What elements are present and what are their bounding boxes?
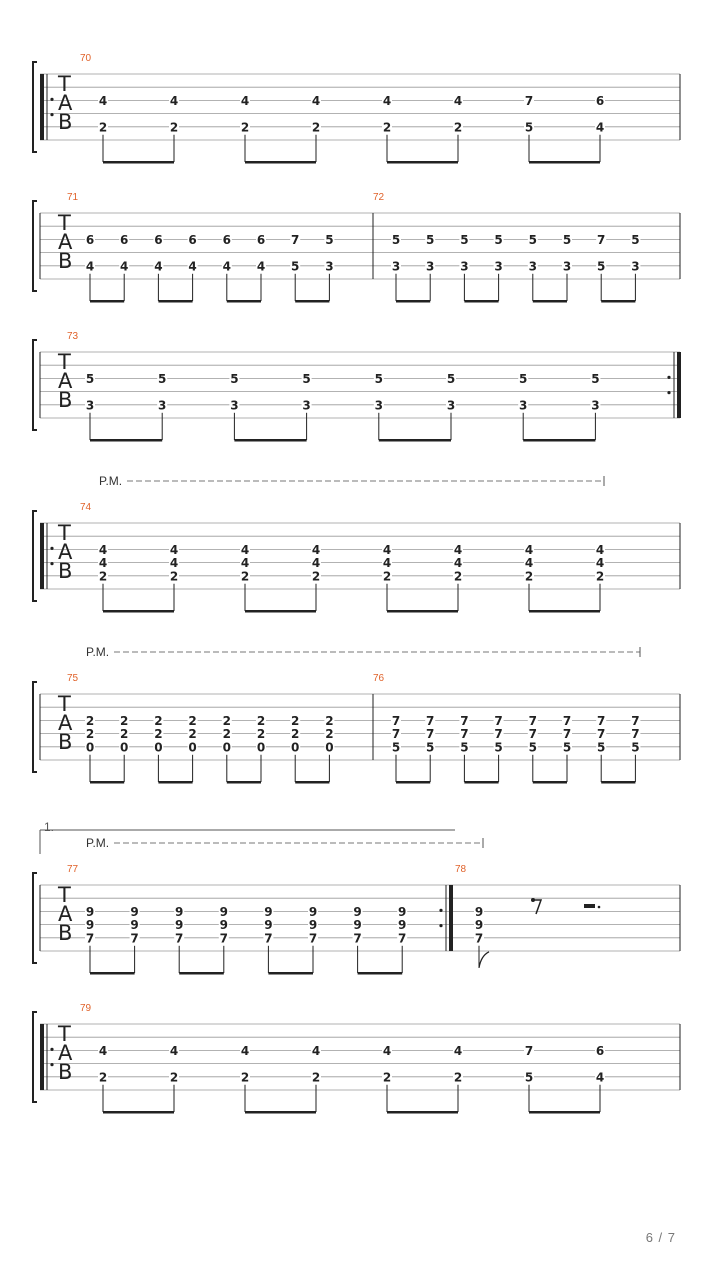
fret-number: 5 xyxy=(528,740,537,755)
tab-clef-letter: T xyxy=(58,883,71,907)
measure-number: 77 xyxy=(67,864,79,875)
fret-number: 6 xyxy=(85,232,95,247)
volta-label: 1. xyxy=(44,820,55,834)
beam xyxy=(396,781,430,784)
fret-number: 3 xyxy=(494,259,503,274)
fret-number: 2 xyxy=(311,1070,321,1085)
fret-number: 0 xyxy=(222,740,231,755)
fret-number: 2 xyxy=(154,727,163,742)
beam xyxy=(387,610,458,613)
system-brace xyxy=(33,682,37,772)
tab-clef-letter: T xyxy=(58,72,71,96)
fret-number: 7 xyxy=(597,232,606,247)
fret-number: 5 xyxy=(494,740,503,755)
beam xyxy=(464,781,498,784)
fret-number: 9 xyxy=(308,918,318,933)
beam xyxy=(90,781,124,784)
beam xyxy=(245,161,316,164)
fret-number: 7 xyxy=(398,931,407,946)
fret-number: 5 xyxy=(524,1070,534,1085)
tab-system xyxy=(33,192,680,303)
eighth-rest xyxy=(532,900,541,914)
repeat-dot xyxy=(50,562,53,565)
fret-number: 7 xyxy=(494,727,503,742)
fret-number: 4 xyxy=(311,542,321,557)
fret-number: 4 xyxy=(120,259,129,274)
fret-number: 5 xyxy=(230,371,239,386)
fret-number: 7 xyxy=(219,931,228,946)
fret-number: 4 xyxy=(240,542,250,557)
fret-number: 2 xyxy=(291,727,300,742)
fret-number: 7 xyxy=(130,931,139,946)
fret-number: 7 xyxy=(460,713,469,728)
fret-number: 4 xyxy=(382,542,392,557)
fret-number: 2 xyxy=(169,569,179,584)
fret-number: 2 xyxy=(382,1070,392,1085)
system-brace xyxy=(33,873,37,963)
fret-number: 0 xyxy=(85,740,95,755)
fret-number: 5 xyxy=(494,232,503,247)
tab-clef-letter: B xyxy=(58,1060,73,1084)
fret-number: 9 xyxy=(353,918,362,933)
beam xyxy=(523,439,595,442)
fret-number: 7 xyxy=(353,931,362,946)
fret-number: 9 xyxy=(474,904,484,919)
fret-number: 5 xyxy=(325,232,334,247)
tab-system xyxy=(33,53,680,164)
beam xyxy=(529,610,600,613)
fret-number: 4 xyxy=(453,542,463,557)
fret-number: 2 xyxy=(169,1070,179,1085)
beam xyxy=(158,300,192,303)
fret-number: 2 xyxy=(85,727,95,742)
fret-number: 5 xyxy=(446,371,456,386)
repeat-end-thick-bar xyxy=(449,885,453,951)
repeat-dot xyxy=(50,547,53,550)
fret-number: 2 xyxy=(169,120,179,135)
repeat-start-thick-bar xyxy=(40,74,44,140)
fret-number: 9 xyxy=(219,918,228,933)
measure-number: 78 xyxy=(455,864,467,875)
beam xyxy=(245,610,316,613)
eighth-flag xyxy=(479,952,489,968)
tab-clef-letter: T xyxy=(58,1022,71,1046)
fret-number: 5 xyxy=(291,259,300,274)
tab-clef-letter: B xyxy=(58,388,73,412)
fret-number: 3 xyxy=(302,398,311,413)
measure-number: 70 xyxy=(80,53,92,64)
tab-clef-letter: A xyxy=(58,711,73,735)
tab-system xyxy=(33,474,680,613)
fret-number: 7 xyxy=(85,931,95,946)
fret-number: 2 xyxy=(311,120,321,135)
tab-clef-letter: T xyxy=(58,692,71,716)
fret-number: 2 xyxy=(382,120,392,135)
fret-number: 5 xyxy=(631,740,640,755)
fret-number: 4 xyxy=(595,556,605,571)
measure-number: 72 xyxy=(373,192,385,203)
fret-number: 2 xyxy=(325,727,334,742)
beam xyxy=(601,300,635,303)
fret-number: 4 xyxy=(98,93,108,108)
fret-number: 3 xyxy=(230,398,239,413)
repeat-end-thick-bar xyxy=(677,352,681,418)
fret-number: 4 xyxy=(240,93,250,108)
tab-system xyxy=(33,331,681,442)
beam xyxy=(179,972,224,975)
fret-number: 2 xyxy=(240,120,250,135)
beam xyxy=(295,300,329,303)
fret-number: 3 xyxy=(460,259,469,274)
fret-number: 2 xyxy=(256,727,266,742)
fret-number: 2 xyxy=(524,569,534,584)
beam xyxy=(234,439,306,442)
tab-clef-letter: B xyxy=(58,559,73,583)
fret-number: 2 xyxy=(311,569,321,584)
fret-number: 5 xyxy=(631,232,640,247)
fret-number: 4 xyxy=(169,556,179,571)
fret-number: 5 xyxy=(460,232,469,247)
fret-number: 2 xyxy=(120,713,129,728)
fret-number: 7 xyxy=(426,713,435,728)
tab-clef-letter: B xyxy=(58,110,73,134)
fret-number: 5 xyxy=(391,740,401,755)
fret-number: 5 xyxy=(426,232,435,247)
tab-system xyxy=(33,820,680,975)
fret-number: 2 xyxy=(453,120,463,135)
fret-number: 3 xyxy=(158,398,167,413)
fret-number: 6 xyxy=(154,232,163,247)
tab-clef-letter: B xyxy=(58,249,73,273)
fret-number: 4 xyxy=(453,556,463,571)
fret-number: 0 xyxy=(120,740,129,755)
fret-number: 0 xyxy=(291,740,300,755)
eighth-rest-dot xyxy=(531,898,535,902)
fret-number: 4 xyxy=(311,1043,321,1058)
fret-number: 0 xyxy=(325,740,334,755)
fret-number: 5 xyxy=(591,371,600,386)
beam xyxy=(396,300,430,303)
fret-number: 4 xyxy=(524,556,534,571)
fret-number: 2 xyxy=(222,713,231,728)
fret-number: 7 xyxy=(562,727,572,742)
fret-number: 7 xyxy=(597,727,606,742)
tab-clef-letter: A xyxy=(58,230,73,254)
beam xyxy=(158,781,192,784)
fret-number: 5 xyxy=(460,740,469,755)
fret-number: 9 xyxy=(264,904,273,919)
fret-number: 2 xyxy=(382,569,392,584)
fret-number: 6 xyxy=(222,232,231,247)
fret-number: 5 xyxy=(562,740,572,755)
fret-number: 6 xyxy=(188,232,197,247)
fret-number: 3 xyxy=(631,259,640,274)
fret-number: 5 xyxy=(426,740,435,755)
fret-number: 2 xyxy=(85,713,95,728)
fret-number: 7 xyxy=(528,727,537,742)
fret-number: 5 xyxy=(391,232,401,247)
fret-number: 3 xyxy=(426,259,435,274)
fret-number: 2 xyxy=(188,727,197,742)
beam xyxy=(103,610,174,613)
fret-number: 2 xyxy=(256,713,266,728)
fret-number: 7 xyxy=(175,931,184,946)
fret-number: 7 xyxy=(391,713,401,728)
beam xyxy=(103,1111,174,1114)
fret-number: 4 xyxy=(154,259,163,274)
beam xyxy=(601,781,635,784)
system-brace xyxy=(33,62,37,152)
fret-number: 7 xyxy=(494,713,503,728)
fret-number: 6 xyxy=(595,93,605,108)
beam xyxy=(90,439,162,442)
fret-number: 9 xyxy=(130,918,139,933)
measure-number: 79 xyxy=(80,1003,92,1014)
fret-number: 7 xyxy=(460,727,469,742)
beam xyxy=(464,300,498,303)
tab-clef-letter: T xyxy=(58,350,71,374)
fret-number: 2 xyxy=(240,1070,250,1085)
fret-number: 4 xyxy=(595,1070,605,1085)
fret-number: 3 xyxy=(446,398,456,413)
fret-number: 9 xyxy=(85,904,95,919)
fret-number: 0 xyxy=(188,740,197,755)
palm-mute-label: P.M. xyxy=(99,474,123,488)
fret-number: 3 xyxy=(519,398,528,413)
fret-number: 7 xyxy=(308,931,318,946)
fret-number: 9 xyxy=(175,904,184,919)
tab-system xyxy=(33,1003,680,1114)
beam xyxy=(533,781,567,784)
fret-number: 7 xyxy=(528,713,537,728)
fret-number: 4 xyxy=(311,556,321,571)
repeat-dot xyxy=(439,909,442,912)
fret-number: 9 xyxy=(85,918,95,933)
fret-number: 9 xyxy=(264,918,273,933)
repeat-start-thick-bar xyxy=(40,1024,44,1090)
fret-number: 4 xyxy=(98,542,108,557)
fret-number: 2 xyxy=(222,727,231,742)
repeat-dot xyxy=(667,376,670,379)
fret-number: 4 xyxy=(382,556,392,571)
tab-clef-letter: A xyxy=(58,902,73,926)
fret-number: 2 xyxy=(98,569,108,584)
beam xyxy=(529,161,600,164)
fret-number: 0 xyxy=(154,740,163,755)
tab-clef-letter: T xyxy=(58,521,71,545)
fret-number: 9 xyxy=(308,904,318,919)
system-brace xyxy=(33,201,37,291)
fret-number: 4 xyxy=(382,93,392,108)
rest-dot xyxy=(598,906,601,909)
fret-number: 4 xyxy=(85,259,95,274)
fret-number: 6 xyxy=(256,232,266,247)
fret-number: 5 xyxy=(85,371,95,386)
repeat-dot xyxy=(50,1048,53,1051)
fret-number: 7 xyxy=(562,713,572,728)
fret-number: 9 xyxy=(398,918,407,933)
fret-number: 4 xyxy=(240,556,250,571)
measure-number: 75 xyxy=(67,673,79,684)
tab-system xyxy=(33,645,680,784)
measure-number: 74 xyxy=(80,502,92,513)
fret-number: 9 xyxy=(474,918,484,933)
measure-number: 76 xyxy=(373,673,385,684)
repeat-dot xyxy=(439,924,442,927)
fret-number: 7 xyxy=(264,931,273,946)
fret-number: 2 xyxy=(453,1070,463,1085)
measure-number: 71 xyxy=(67,192,79,203)
beam xyxy=(529,1111,600,1114)
fret-number: 5 xyxy=(519,371,528,386)
fret-number: 4 xyxy=(222,259,231,274)
fret-number: 7 xyxy=(391,727,401,742)
fret-number: 4 xyxy=(595,542,605,557)
beam xyxy=(103,161,174,164)
fret-number: 9 xyxy=(353,904,362,919)
fret-number: 2 xyxy=(325,713,334,728)
fret-number: 7 xyxy=(426,727,435,742)
fret-number: 3 xyxy=(591,398,600,413)
beam xyxy=(268,972,313,975)
tab-clef-letter: B xyxy=(58,730,73,754)
repeat-dot xyxy=(667,391,670,394)
fret-number: 4 xyxy=(98,556,108,571)
fret-number: 9 xyxy=(398,904,407,919)
fret-number: 4 xyxy=(311,93,321,108)
fret-number: 7 xyxy=(597,713,606,728)
fret-number: 4 xyxy=(188,259,197,274)
fret-number: 5 xyxy=(528,232,537,247)
fret-number: 2 xyxy=(188,713,197,728)
fret-number: 4 xyxy=(240,1043,250,1058)
beam xyxy=(90,972,135,975)
fret-number: 3 xyxy=(374,398,383,413)
beam xyxy=(295,781,329,784)
beam xyxy=(90,300,124,303)
fret-number: 9 xyxy=(175,918,184,933)
fret-number: 2 xyxy=(291,713,300,728)
fret-number: 2 xyxy=(98,120,108,135)
fret-number: 5 xyxy=(597,259,606,274)
fret-number: 4 xyxy=(524,542,534,557)
fret-number: 3 xyxy=(85,398,95,413)
beam xyxy=(379,439,451,442)
fret-number: 6 xyxy=(595,1043,605,1058)
tab-clef-letter: A xyxy=(58,1041,73,1065)
fret-number: 7 xyxy=(631,727,640,742)
fret-number: 2 xyxy=(453,569,463,584)
fret-number: 5 xyxy=(562,232,572,247)
fret-number: 7 xyxy=(631,713,640,728)
fret-number: 2 xyxy=(120,727,129,742)
fret-number: 3 xyxy=(325,259,334,274)
palm-mute-label: P.M. xyxy=(86,836,110,850)
fret-number: 6 xyxy=(120,232,129,247)
fret-number: 9 xyxy=(219,904,228,919)
beam xyxy=(387,1111,458,1114)
fret-number: 9 xyxy=(130,904,139,919)
tab-clef-letter: B xyxy=(58,921,73,945)
fret-number: 2 xyxy=(98,1070,108,1085)
fret-number: 5 xyxy=(302,371,311,386)
fret-number: 4 xyxy=(453,1043,463,1058)
fret-number: 4 xyxy=(169,542,179,557)
fret-number: 4 xyxy=(169,93,179,108)
system-brace xyxy=(33,511,37,601)
system-brace xyxy=(33,1012,37,1102)
beam xyxy=(387,161,458,164)
fret-number: 5 xyxy=(158,371,167,386)
fret-number: 0 xyxy=(256,740,266,755)
fret-number: 5 xyxy=(597,740,606,755)
beam xyxy=(533,300,567,303)
fret-number: 5 xyxy=(524,120,534,135)
fret-number: 3 xyxy=(391,259,401,274)
repeat-dot xyxy=(50,113,53,116)
tab-clef-letter: A xyxy=(58,540,73,564)
fret-number: 7 xyxy=(474,931,484,946)
beam xyxy=(227,300,261,303)
fret-number: 7 xyxy=(524,93,534,108)
fret-number: 4 xyxy=(98,1043,108,1058)
fret-number: 3 xyxy=(528,259,537,274)
repeat-start-thick-bar xyxy=(40,523,44,589)
repeat-dot xyxy=(50,98,53,101)
half-rest xyxy=(584,904,595,908)
fret-number: 5 xyxy=(374,371,383,386)
fret-number: 2 xyxy=(595,569,605,584)
fret-number: 4 xyxy=(256,259,266,274)
beam xyxy=(245,1111,316,1114)
fret-number: 7 xyxy=(524,1043,534,1058)
fret-number: 4 xyxy=(595,120,605,135)
fret-number: 4 xyxy=(169,1043,179,1058)
beam xyxy=(358,972,403,975)
system-brace xyxy=(33,340,37,430)
palm-mute-label: P.M. xyxy=(86,645,110,659)
tab-clef-letter: T xyxy=(58,211,71,235)
page-number: 6 / 7 xyxy=(645,1230,676,1245)
measure-number: 73 xyxy=(67,331,79,342)
repeat-dot xyxy=(50,1063,53,1066)
tab-clef-letter: A xyxy=(58,91,73,115)
beam xyxy=(227,781,261,784)
fret-number: 7 xyxy=(291,232,300,247)
fret-number: 4 xyxy=(382,1043,392,1058)
fret-number: 2 xyxy=(240,569,250,584)
fret-number: 3 xyxy=(562,259,572,274)
fret-number: 2 xyxy=(154,713,163,728)
tab-clef-letter: A xyxy=(58,369,73,393)
fret-number: 4 xyxy=(453,93,463,108)
